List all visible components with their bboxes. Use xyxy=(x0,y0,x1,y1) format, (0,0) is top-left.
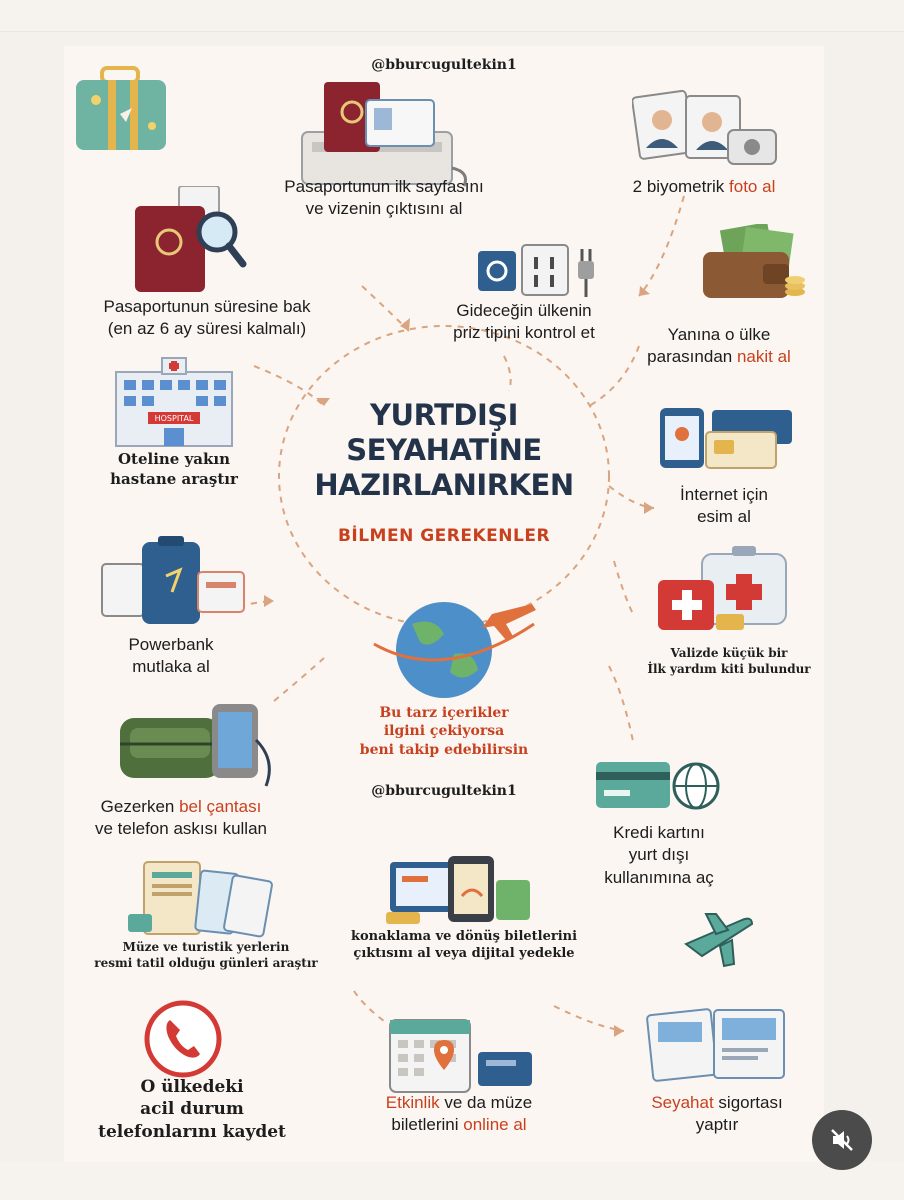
museum-label: Müze ve turistik yerlerin resmi tatil olduğu günleri araştır xyxy=(94,940,318,970)
first-aid-label: Valizde küçük bir İlk yardım kiti bulundur xyxy=(647,646,811,676)
esim-phone-icon xyxy=(656,404,798,472)
power-socket-icon xyxy=(474,241,609,299)
esim-label: İnternet için esim al xyxy=(680,485,768,527)
ticket-devices-icon xyxy=(384,856,534,928)
events-label: Etkinlik ve da müze biletlerini online al xyxy=(385,1093,533,1135)
wallet-cash-icon xyxy=(699,224,807,304)
app-top-bar xyxy=(0,0,904,32)
powerbank-label: Powerbank mutlaka al xyxy=(128,635,214,677)
author-handle-bottom[interactable]: @bburcugultekin1 xyxy=(371,783,517,799)
insurance-label: Seyahat sigortası yaptır xyxy=(651,1093,783,1135)
emergency-label: O ülkedeki acil durum telefonlarını kaydet xyxy=(98,1077,286,1142)
museum-brochure-icon xyxy=(124,858,274,938)
hospital-sign-text: HOSPITAL xyxy=(154,414,194,423)
main-title: YURTDIŞI SEYAHATİNE HAZIRLANIRKEN xyxy=(314,398,574,502)
credit-card-globe-icon xyxy=(594,758,724,812)
passport-magnifier-icon xyxy=(129,186,249,296)
belt-bag-label: Gezerken bel çantası ve telefon askısı kullan xyxy=(95,797,267,839)
cash-label: Yanına o ülke parasından nakit al xyxy=(647,325,791,367)
tickets-label: konaklama ve dönüş biletlerini çıktısını al veya dijital yedekle xyxy=(350,929,578,962)
globe-airplane-icon xyxy=(364,594,544,704)
biometric-photo-label: 2 biyometrik foto al xyxy=(632,177,776,196)
suitcase-icon xyxy=(72,64,172,154)
plug-type-label: Gideceğin ülkenin priz tipini kontrol et xyxy=(453,301,595,343)
insurance-documents-icon xyxy=(644,1004,794,1084)
muted-speaker-icon xyxy=(829,1127,855,1153)
infographic-poster xyxy=(64,46,824,1164)
mute-button[interactable] xyxy=(812,1110,872,1170)
first-aid-kit-icon xyxy=(654,544,790,636)
airplane-icon xyxy=(682,908,756,968)
belt-bag-phone-icon xyxy=(116,700,276,788)
calendar-location-icon xyxy=(386,1014,536,1098)
hospital-label: Oteline yakın hastane araştır xyxy=(110,450,238,488)
biometric-photo-icon xyxy=(632,86,782,174)
main-subtitle: BİLMEN GEREKENLER xyxy=(337,526,551,546)
credit-card-label: Kredi kartını yurt dışı kullanımına aç xyxy=(604,823,714,887)
passport-copy-label: Pasaportunun ilk sayfasını ve vizenin çıktısını al xyxy=(284,177,484,219)
app-bottom-bar xyxy=(0,1162,904,1200)
hospital-building-icon xyxy=(112,356,236,448)
emergency-phone-icon xyxy=(142,998,224,1080)
author-handle-top[interactable]: @bburcugultekin1 xyxy=(371,57,517,73)
passport-expiry-label: Pasaportunun süresine bak (en az 6 ay süresi kalmalı) xyxy=(103,297,311,339)
follow-cta: Bu tarz içerikler ilgini çekiyorsa beni takip edebilirsin xyxy=(359,705,529,758)
powerbank-luggage-icon xyxy=(98,536,248,628)
